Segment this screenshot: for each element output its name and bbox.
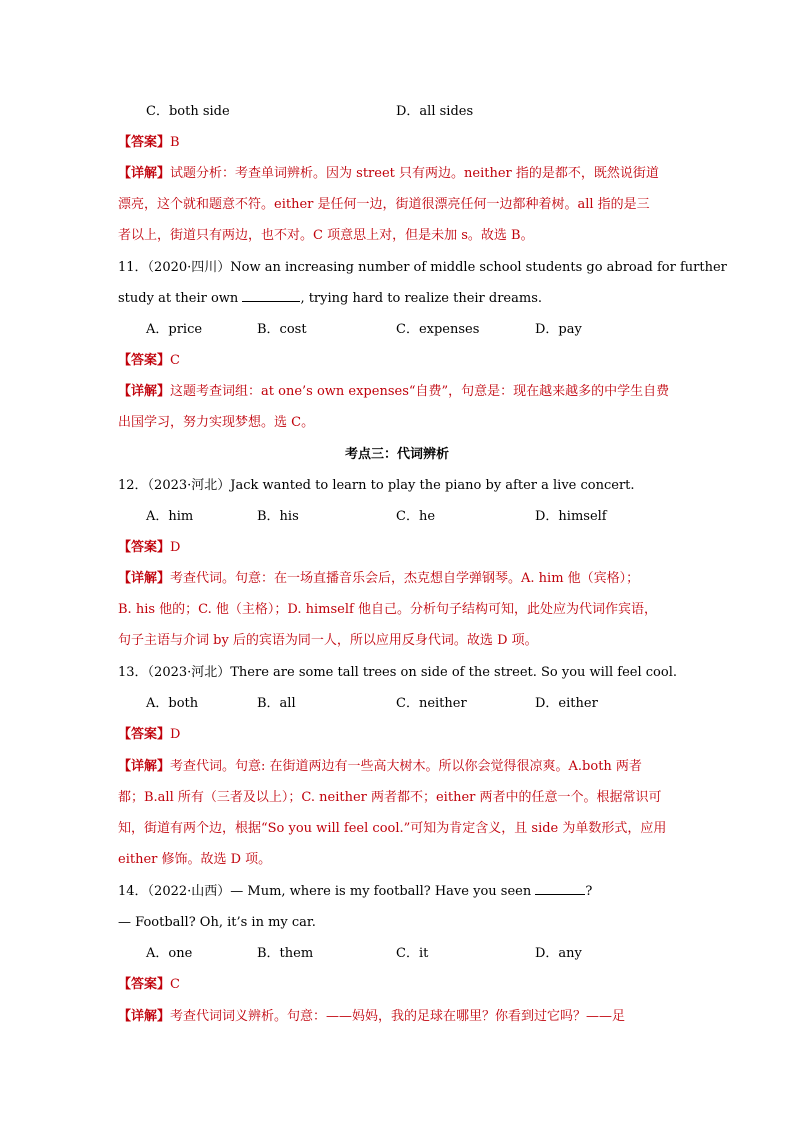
q11-detail-line-1 bbox=[118, 382, 669, 402]
q12-option-a: A．him bbox=[146, 509, 194, 524]
answer-blank bbox=[535, 882, 585, 895]
stem-text: , trying hard to realize their dreams. bbox=[300, 291, 542, 306]
q13-detail-line-2: 都；B.all 所有（三者及以上）；C. neither 两者都不；either 两者中的任意一个。根据常识可 bbox=[118, 790, 662, 805]
answer-tag: 【答案】 bbox=[118, 135, 171, 150]
q13-answer bbox=[118, 725, 180, 745]
detail-tag: 【详解】 bbox=[118, 1009, 171, 1024]
q10-answer bbox=[118, 133, 180, 153]
q11-option-b: B．cost bbox=[257, 322, 307, 337]
q14-option-c: C．it bbox=[396, 946, 429, 961]
detail-text: 试题分析：考查单词辨析。因为 street 只有两边。neither 指的是都不，既然说街道 bbox=[170, 166, 659, 181]
q10-option-c: C．both side bbox=[146, 104, 230, 119]
stem-text: ? bbox=[585, 884, 593, 899]
detail-tag: 【详解】 bbox=[118, 759, 171, 774]
q11-stem-line-1: 11．（2020·四川）Now an increasing number of middle school students go abroad for further bbox=[118, 260, 727, 275]
q14-option-d: D．any bbox=[535, 946, 582, 961]
q12-detail-line-1 bbox=[118, 569, 639, 589]
q10-detail-line-3: 者以上，街道只有两边，也不对。C 项意思上对，但是未加 s。故选 B。 bbox=[118, 228, 534, 243]
q14-detail-line-1 bbox=[118, 1007, 625, 1027]
q11-option-c: C．expenses bbox=[396, 322, 480, 337]
q12-answer bbox=[118, 538, 180, 558]
q13-option-b: B．all bbox=[257, 696, 296, 711]
q10-detail-line-2: 漂亮，这个就和题意不符。either 是任何一边，街道很漂亮任何一边都种着树。all 指的是三 bbox=[118, 197, 650, 212]
q13-option-a: A．both bbox=[146, 696, 199, 711]
q14-stem-line-2: — Football? Oh, it’s in my car. bbox=[118, 915, 316, 930]
q11-answer bbox=[118, 351, 180, 371]
q13-detail-line-1 bbox=[118, 757, 642, 777]
q13-detail-line-4: either 修饰。故选 D 项。 bbox=[118, 852, 272, 867]
answer-tag: 【答案】 bbox=[118, 977, 171, 992]
answer-value: D bbox=[170, 727, 181, 742]
answer-tag: 【答案】 bbox=[118, 353, 171, 368]
answer-value: C bbox=[170, 353, 180, 368]
q13-detail-line-3: 知，街道有两个边，根据“So you will feel cool.”可知为肯定含义，且 side 为单数形式，应用 bbox=[118, 821, 667, 836]
q11-option-a: A．price bbox=[146, 322, 203, 337]
q14-stem-line-1 bbox=[118, 882, 592, 902]
answer-blank bbox=[242, 289, 300, 302]
answer-tag: 【答案】 bbox=[118, 727, 171, 742]
q11-stem-line-2 bbox=[118, 289, 542, 309]
stem-text: 14．（2022·山西）— Mum, where is my football? Have you seen bbox=[118, 884, 532, 899]
q14-option-a: A．one bbox=[146, 946, 193, 961]
detail-tag: 【详解】 bbox=[118, 384, 171, 399]
q12-option-b: B．his bbox=[257, 509, 299, 524]
detail-text: 这题考查词组：at one’s own expenses“自费”，句意是：现在越来越多的中学生自费 bbox=[170, 384, 670, 399]
detail-tag: 【详解】 bbox=[118, 166, 171, 181]
detail-text: 考查代词。句意：在一场直播音乐会后，杰克想自学弹钢琴。A. him 他（宾格）； bbox=[170, 571, 640, 586]
q12-option-c: C．he bbox=[396, 509, 436, 524]
q10-detail-line-1 bbox=[118, 164, 659, 184]
q11-detail-line-2: 出国学习，努力实现梦想。选 C。 bbox=[118, 415, 315, 430]
section-title: 考点三：代词辨析 bbox=[344, 447, 449, 462]
answer-tag: 【答案】 bbox=[118, 540, 171, 555]
answer-value: C bbox=[170, 977, 180, 992]
q12-stem: 12．（2023·河北）Jack wanted to learn to play the piano by after a live concert. bbox=[118, 478, 635, 493]
answer-value: B bbox=[170, 135, 180, 150]
q12-option-d: D．himself bbox=[535, 509, 607, 524]
answer-value: D bbox=[170, 540, 181, 555]
q11-option-d: D．pay bbox=[535, 322, 582, 337]
q12-detail-line-3: 句子主语与介词 by 后的宾语为同一人，所以应用反身代词。故选 D 项。 bbox=[118, 633, 538, 648]
q13-option-c: C．neither bbox=[396, 696, 467, 711]
detail-text: 考查代词。句意: 在街道两边有一些高大树木。所以你会觉得很凉爽。A.both 两者 bbox=[170, 759, 642, 774]
stem-text: study at their own bbox=[118, 291, 239, 306]
q14-answer bbox=[118, 975, 180, 995]
detail-tag: 【详解】 bbox=[118, 571, 171, 586]
q14-option-b: B．them bbox=[257, 946, 314, 961]
detail-text: 考查代词词义辨析。句意：——妈妈，我的足球在哪里？你看到过它吗？——足 bbox=[170, 1009, 626, 1024]
q10-option-d: D．all sides bbox=[396, 104, 474, 119]
q13-option-d: D．either bbox=[535, 696, 598, 711]
q12-detail-line-2: B. his 他的；C. 他（主格）；D. himself 他自己。分析句子结构可知，此处应为代词作宾语， bbox=[118, 602, 657, 617]
q13-stem: 13．（2023·河北）There are some tall trees on side of the street. So you will feel cool. bbox=[118, 665, 678, 680]
